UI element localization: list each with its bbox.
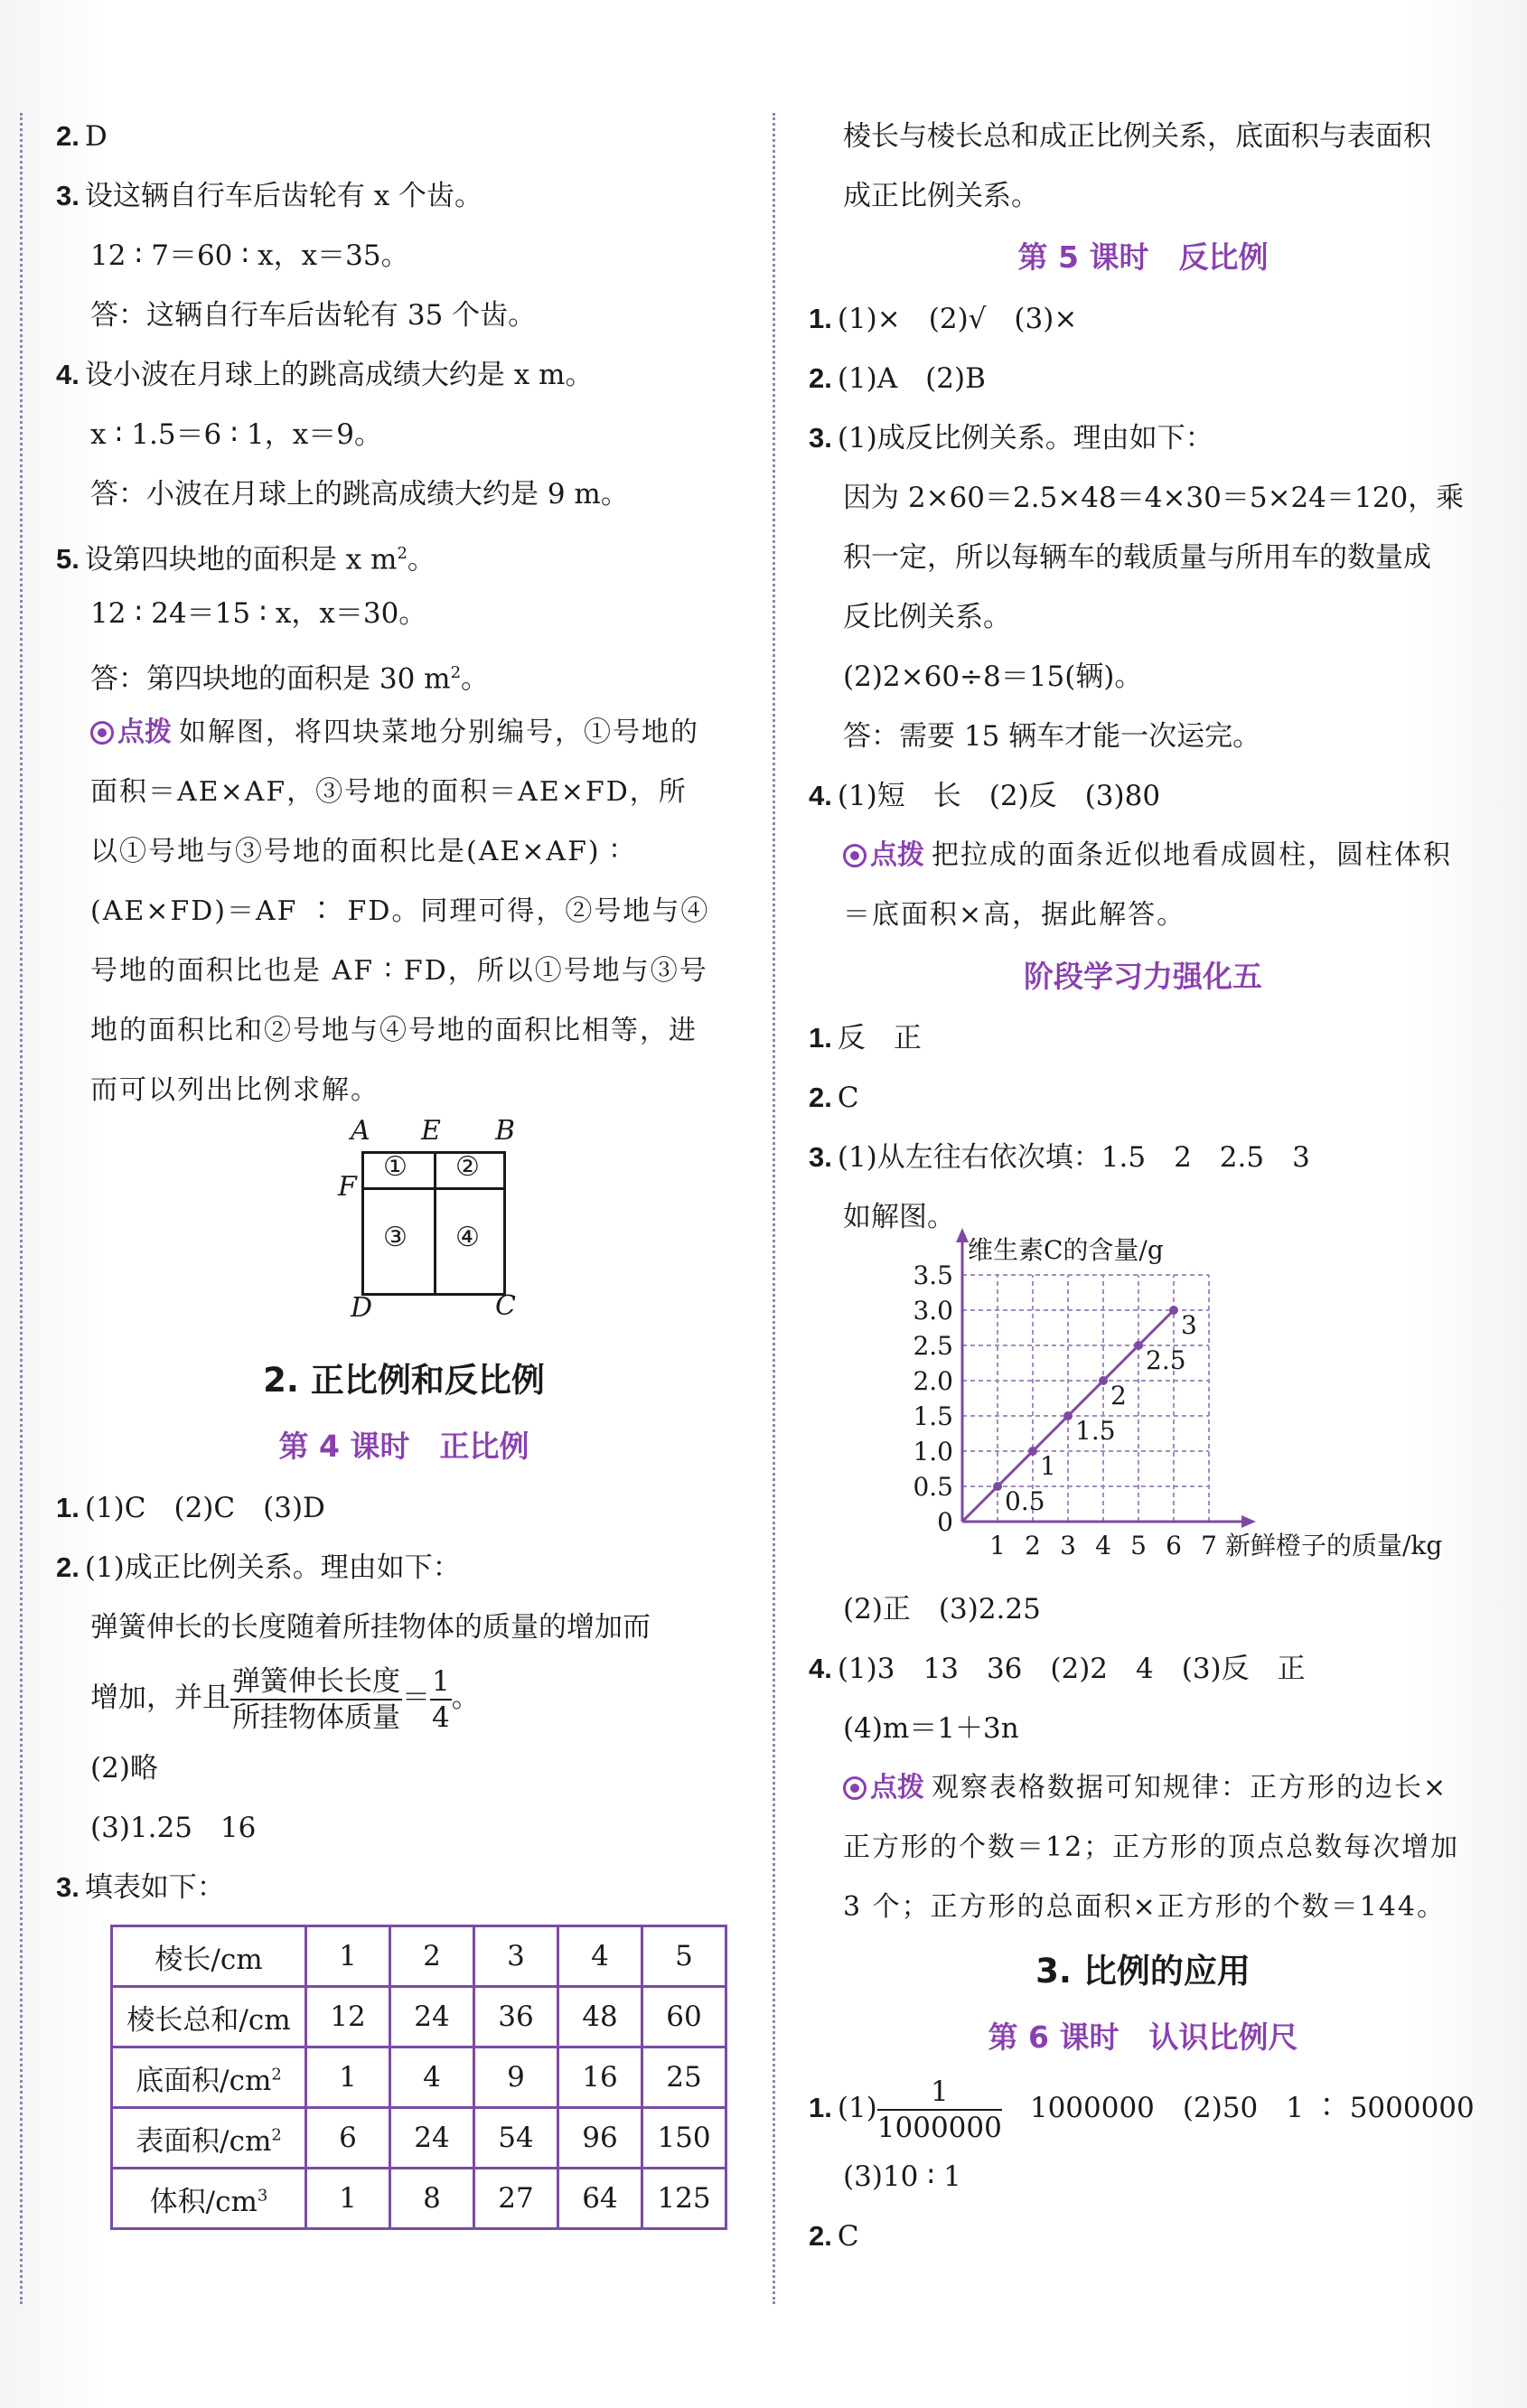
tip-tag: 点拨: [117, 717, 172, 747]
tip-line: 正方形的个数＝12；正方形的顶点总数每次增加: [843, 1832, 1460, 1863]
tip-line: 号地的面积比也是 AF ∶ FD，所以①号地与③号: [90, 955, 708, 987]
table-cell: 54: [474, 2108, 558, 2169]
y-axis-label: 维生素C的含量/g: [968, 1235, 1164, 1265]
table-cell: 9: [474, 2047, 558, 2108]
lesson4-answer-1: 1. (1)C (2)C (3)D: [56, 1492, 325, 1524]
lesson4-answer-3: 3. 填表如下：: [56, 1871, 225, 1904]
label-c: C: [495, 1290, 516, 1322]
table-cell: 5: [642, 1926, 726, 1987]
answer-3-line: 答：这辆自行车后齿轮有 35 个齿。: [90, 299, 537, 332]
lesson4-answer-2-line: (3)1.25 16: [90, 1812, 257, 1844]
table-cell: 96: [558, 2108, 642, 2169]
y-tick-label: 1.5: [913, 1401, 953, 1431]
x-tick-label: 7: [1201, 1531, 1217, 1560]
tip-line: 点拨 如解图，将四块菜地分别编号，①号地的: [56, 703, 752, 763]
left-column: [56, 107, 752, 2230]
left-margin-dotted-line: [20, 113, 23, 2304]
stage5-answer-3-line: (2)正 (3)2.25: [843, 1593, 1041, 1626]
answer-5-line: 5. 设第四块地的面积是 x $m^2$。: [56, 543, 436, 576]
lesson5-answer-1: 1. (1)× (2)√ (3)×: [809, 303, 1078, 335]
table-cell: 60: [642, 1987, 726, 2047]
label-e: E: [421, 1115, 441, 1147]
y-tick-label: 0.5: [913, 1472, 953, 1502]
diagram-horizontal-divider: [361, 1187, 506, 1190]
plot-3: ③: [383, 1222, 408, 1253]
plot-4: ④: [455, 1222, 480, 1253]
answer-2: 2. D: [56, 120, 108, 153]
lesson5-answer-2: 2. (1)A (2)B: [809, 362, 986, 395]
continued-line: 棱长与棱长总和成正比例关系，底面积与表面积: [843, 120, 1431, 153]
lesson5-answer-3-line: 积一定，所以每辆车的载质量与所用车的数量成: [843, 541, 1431, 574]
lesson6-answer-2: 2. C: [809, 2220, 859, 2253]
cube-table: [110, 1925, 727, 2230]
lesson5-answer-3-line: 3. (1)成反比例关系。理由如下：: [809, 422, 1213, 454]
stage5-answer-3-line: 如解图。: [843, 1201, 955, 1233]
row-header: 棱长总和/cm: [112, 1987, 306, 2047]
table-cell: 1: [306, 2047, 390, 2108]
lesson6-answer-1: 1. (1) $\frac{1}{1000000}$ 1000000 (2)50 1 ∶ 5000000: [809, 2075, 1475, 2144]
answer-4-line: x ∶ 1.5＝6 ∶ 1，x＝9。: [90, 418, 382, 451]
label-b: B: [495, 1115, 516, 1147]
x-tick-label: 5: [1130, 1531, 1147, 1560]
right-column: [809, 107, 1477, 2266]
data-label: 2.5: [1146, 1345, 1186, 1375]
tip-line: 而可以列出比例求解。: [90, 1074, 379, 1106]
lesson5-answer-3-line: (2)2×60÷8＝15(辆)。: [843, 661, 1143, 693]
lesson5-answer-3-line: 答：需要 15 辆车才能一次运完。: [843, 720, 1261, 753]
data-point: [1099, 1376, 1108, 1385]
table-row: [112, 1926, 726, 1987]
table-cell: 24: [390, 1987, 474, 2047]
row-header: 表面积$/cm^2$: [112, 2108, 306, 2169]
tip-line: 以①号地与③号地的面积比是(AE×AF) ∶: [90, 836, 620, 867]
table-cell: 48: [558, 1987, 642, 2047]
table-cell: 125: [642, 2169, 726, 2229]
table-cell: 4: [558, 1926, 642, 1987]
data-label: 0.5: [1005, 1486, 1045, 1516]
tip-tag: 点拨: [870, 1773, 924, 1803]
y-tick-label: 2.5: [913, 1331, 953, 1361]
table-cell: 2: [390, 1926, 474, 1987]
stage-heading: 阶段学习力强化五: [1024, 959, 1262, 994]
plot-2: ②: [455, 1151, 480, 1183]
section-heading: 2. 正比例和反比例: [263, 1361, 545, 1400]
answer-4-line: 答：小波在月球上的跳高成绩大约是 9 m。: [90, 478, 629, 511]
row-header: 体积$/cm^3$: [112, 2169, 306, 2229]
y-tick-label: 0: [937, 1507, 953, 1537]
lesson4-answer-2-line: 弹簧伸长的长度随着所挂物体的质量的增加而: [90, 1611, 651, 1644]
table-cell: 4: [390, 2047, 474, 2108]
fraction: $\frac{1}{4}$: [432, 1664, 450, 1734]
data-point: [993, 1482, 1002, 1491]
tip-icon: [843, 1776, 867, 1800]
y-tick-label: 3.5: [913, 1260, 953, 1290]
table-cell: 25: [642, 2047, 726, 2108]
fraction: $\frac{\text{弹簧伸长长度}}{\text{所挂物体质量}}$: [232, 1664, 400, 1734]
lesson-heading: 第 5 课时 反比例: [1017, 239, 1269, 275]
stage5-answer-4-line: (4)m＝1＋3n: [843, 1712, 1019, 1745]
data-label: 1.5: [1075, 1416, 1116, 1446]
y-tick-label: 1.0: [913, 1437, 953, 1466]
stage5-answer-2: 2. C: [809, 1082, 859, 1114]
table-cell: 8: [390, 2169, 474, 2229]
y-tick-label: 3.0: [913, 1296, 953, 1326]
tip-line: (AE×FD)＝AF ∶ FD。同理可得，②号地与④: [90, 895, 710, 927]
x-axis-arrow: [1241, 1515, 1256, 1528]
lesson5-answer-4: 4. (1)短 长 (2)反 (3)80: [809, 780, 1161, 812]
stage5-answer-3-line: 3. (1)从左往右依次填：1.5 2 2.5 3: [809, 1141, 1310, 1174]
cube-table-body: [112, 1926, 726, 2229]
tip-line: 面积＝AE×AF，③号地的面积＝AE×FD，所: [90, 776, 688, 808]
x-tick-label: 6: [1166, 1531, 1182, 1560]
lesson6-answer-1-line: (3)10 ∶ 1: [843, 2160, 961, 2193]
table-cell: 36: [474, 1987, 558, 2047]
table-cell: 3: [474, 1926, 558, 1987]
center-dotted-divider: [773, 113, 775, 2304]
lesson5-answer-3-line: 反比例关系。: [843, 601, 1011, 633]
table-cell: 150: [642, 2108, 726, 2169]
lesson4-answer-2-line: 2. (1)成正比例关系。理由如下：: [56, 1551, 461, 1584]
data-point: [1169, 1306, 1178, 1315]
table-row: [112, 2047, 726, 2108]
label-d: D: [351, 1292, 373, 1324]
plot-1: ①: [383, 1151, 408, 1183]
answer-3-line: 12 ∶ 7＝60 ∶ x，x＝35。: [90, 239, 409, 272]
row-header: 棱长/cm: [112, 1926, 306, 1987]
tip-line: 地的面积比和②号地与④号地的面积比相等，进: [90, 1015, 698, 1046]
lesson-heading: 第 4 课时 正比例: [278, 1429, 529, 1464]
x-axis-label: 新鲜橙子的质量/kg: [1225, 1531, 1443, 1560]
x-tick-label: 2: [1025, 1531, 1041, 1560]
table-row: [112, 1987, 726, 2047]
stage5-answer-1: 1. 反 正: [809, 1022, 922, 1054]
data-point: [1063, 1411, 1073, 1420]
x-tick-label: 3: [1060, 1531, 1076, 1560]
answer-3-line: 3. 设这辆自行车后齿轮有 x 个齿。: [56, 180, 483, 212]
continued-line: 成正比例关系。: [843, 180, 1039, 212]
lesson5-answer-3-line: 因为 2×60＝2.5×48＝4×30＝5×24＝120，乘: [843, 482, 1465, 514]
section-heading: 3. 比例的应用: [1035, 1952, 1251, 1991]
lesson-heading: 第 6 课时 认识比例尺: [988, 2019, 1298, 2055]
data-label: 3: [1181, 1310, 1197, 1340]
table-cell: 1: [306, 1926, 390, 1987]
lesson4-answer-2-line: (2)略: [90, 1752, 158, 1785]
x-tick-label: 1: [989, 1531, 1006, 1560]
table-cell: 12: [306, 1987, 390, 2047]
table-row: [112, 2169, 726, 2229]
table-cell: 24: [390, 2108, 474, 2169]
label-f: F: [338, 1171, 357, 1203]
table-row: [112, 2108, 726, 2169]
y-tick-label: 2.0: [913, 1366, 953, 1396]
tip-icon: [90, 721, 114, 745]
plot-diagram: [318, 1115, 553, 1346]
row-header: 底面积$/cm^2$: [112, 2047, 306, 2108]
answer-4-line: 4. 设小波在月球上的跳高成绩大约是 x m。: [56, 359, 594, 391]
vitamin-c-line-graph: [872, 1235, 1468, 1576]
x-tick-label: 4: [1095, 1531, 1111, 1560]
answer-5-line: 答：第四块地的面积是 30 $m^2$。: [90, 662, 490, 696]
tip-tag: 点拨: [870, 840, 924, 870]
data-label: 2: [1110, 1381, 1127, 1410]
tip-line: 点拨 观察表格数据可知规律：正方形的边长×: [809, 1758, 1477, 1818]
data-point: [1028, 1447, 1037, 1456]
lesson4-answer-2-fraction-line: 增加，并且 $\frac{\text{弹簧伸长长度}}{\text{所挂物体质量}}$ ＝ $\frac{1}{4}$ 。: [90, 1664, 480, 1734]
data-label: 1: [1040, 1451, 1056, 1481]
tip-line: ＝底面积×高，据此解答。: [843, 899, 1186, 931]
stage5-answer-4-line: 4. (1)3 13 36 (2)2 4 (3)反 正: [809, 1653, 1306, 1685]
tip-icon: [843, 844, 867, 867]
answer-5-line: 12 ∶ 24＝15 ∶ x，x＝30。: [90, 597, 427, 630]
diagram-vertical-divider: [434, 1151, 436, 1296]
table-cell: 6: [306, 2108, 390, 2169]
table-cell: 64: [558, 2169, 642, 2229]
table-cell: 27: [474, 2169, 558, 2229]
label-a: A: [351, 1115, 370, 1147]
data-point: [1134, 1341, 1143, 1350]
fraction: $\frac{1}{1000000}$: [876, 2075, 1002, 2144]
tip-line: 点拨 把拉成的面条近似地看成圆柱，圆柱体积: [809, 826, 1477, 885]
table-cell: 16: [558, 2047, 642, 2108]
tip-line: 3 个；正方形的总面积×正方形的个数＝144。: [843, 1891, 1447, 1923]
table-cell: 1: [306, 2169, 390, 2229]
